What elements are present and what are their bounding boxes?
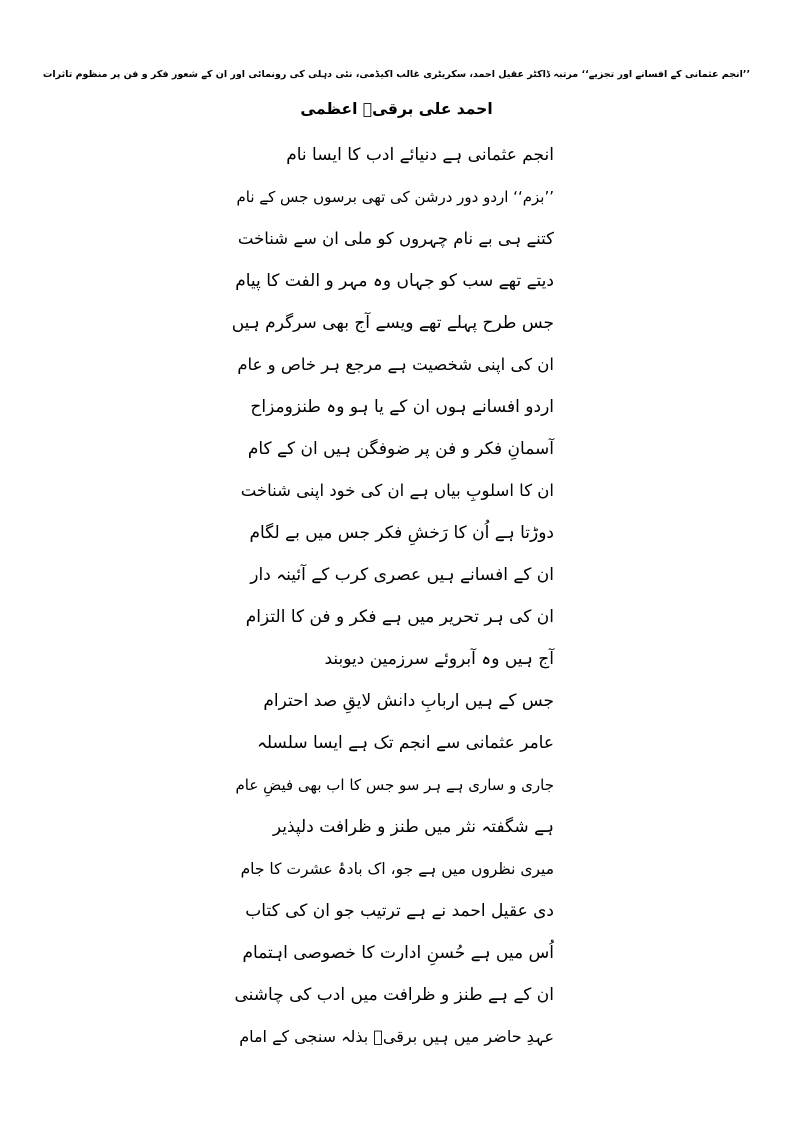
verse-line: اُس میں ہے حُسنِ ادارت کا خصوصی اہتمام [242, 943, 554, 963]
document-title [30, 58, 763, 126]
verse-line: دی عقیل احمد نے ہے ترتیب جو ان کی کتاب [245, 901, 554, 921]
verse-line: آسمانِ فکر و فن پر ضوفگن ہیں ان کے کام [247, 439, 554, 459]
verse-line: ان کی اپنی شخصیت ہے مرجع ہر خاص و عام [237, 355, 554, 374]
title-line: ’’انجم عثمانی کے افسانے اور تجزیے‘‘ مرتبہ ڈاکٹر عقیل احمد، سکریٹری غالب اکیڈمی، نئی دہلی کی رونمائی اور ان کے شعور فکر و فن پر منظوم تاثرات [42, 69, 751, 80]
author-name: احمد علی برقیؔ اعظمی [300, 100, 493, 118]
verse-line: اردو افسانے ہوں ان کے یا ہو وہ طنزومزاح [250, 397, 554, 417]
verse-line: کتنے ہی بے نام چہروں کو ملی ان سے شناخت [237, 229, 554, 248]
verse-line: ان کی ہر تحریر میں ہے فکر و فن کا التزام [245, 607, 554, 627]
verse-line: جاری و ساری ہے ہر سو جس کا اب بھی فیضِ عام [235, 776, 554, 794]
verse-line: ’’بزم‘‘ اردو دور درشن کی تھی برسوں جس کے نام [236, 188, 554, 206]
verse-line: آج ہیں وہ آبروئے سرزمین دیوبند [324, 649, 554, 669]
verse-line: انجم عثمانی ہے دنیائے ادب کا ایسا نام [286, 145, 554, 165]
verse-line: عامر عثمانی سے انجم تک ہے ایسا سلسلہ [256, 733, 554, 753]
verse-line: دوڑتا ہے اُن کا رَخشِ فکر جس میں بے لگام [249, 523, 554, 543]
verse-line: میری نظروں میں ہے جو، اک بادۂ عشرت کا جام [240, 860, 554, 878]
verse-line: ان کے افسانے ہیں عصری کرب کے آئینہ دار [250, 565, 554, 585]
verse-line: ہے شگفتہ نثر میں طنز و ظرافت دلپذیر [272, 817, 554, 837]
verse-line: دیتے تھے سب کو جہاں وہ مہر و الفت کا پیام [235, 271, 554, 291]
verse-line: ان کا اسلوبِ بیاں ہے ان کی خود اپنی شناخت [240, 481, 554, 500]
poem-body [232, 134, 554, 1058]
verse-line: ان کے ہے طنز و ظرافت میں ادب کی چاشنی [234, 985, 554, 1005]
verse-line: جس طرح پہلے تھے ویسے آج بھی سرگرم ہیں [231, 313, 554, 333]
verse-line: جس کے ہیں اربابِ دانش لایقِ صد احترام [263, 691, 554, 711]
verse-line: عہدِ حاضر میں ہیں برقیؔ بذلہ سنجی کے امام [239, 1027, 554, 1046]
